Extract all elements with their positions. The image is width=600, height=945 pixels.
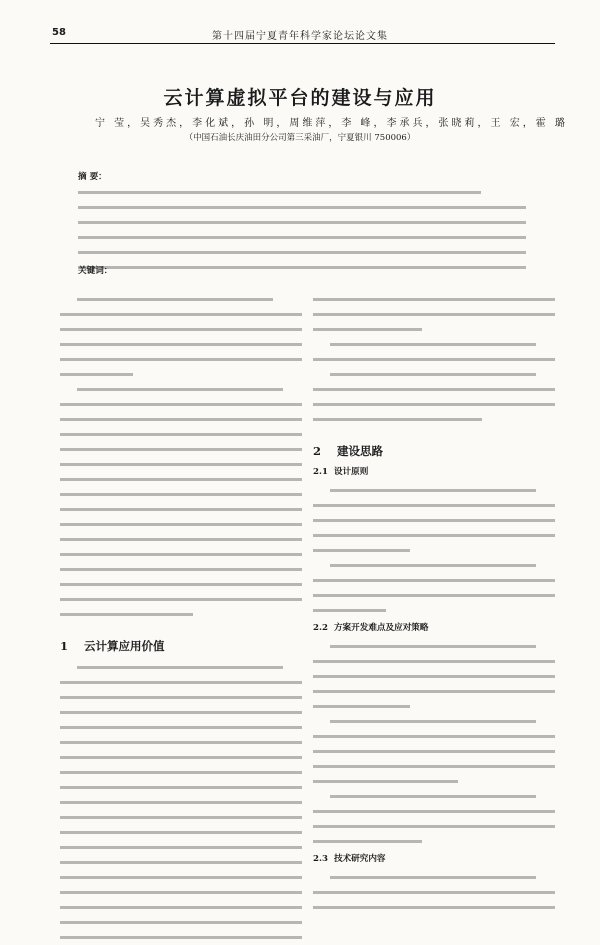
section-2-title: 建设思路 bbox=[337, 444, 384, 458]
subsection-2-1-heading bbox=[313, 465, 555, 480]
text-line bbox=[313, 870, 555, 885]
subsection-2-3-heading bbox=[313, 852, 555, 867]
text-line bbox=[313, 337, 555, 352]
text-line bbox=[60, 795, 302, 810]
text-line bbox=[313, 513, 555, 528]
text-line bbox=[60, 367, 302, 382]
text-line bbox=[313, 885, 555, 900]
page-header bbox=[0, 0, 600, 46]
section-1-heading bbox=[60, 639, 302, 654]
text-line bbox=[60, 690, 302, 705]
subsection-2-1-title: 设计原则 bbox=[333, 467, 369, 477]
right-column bbox=[313, 292, 555, 915]
text-line bbox=[60, 412, 302, 427]
text-line bbox=[313, 397, 555, 412]
text-line bbox=[313, 654, 555, 669]
text-line bbox=[313, 669, 555, 684]
text-line bbox=[60, 750, 302, 765]
text-line bbox=[60, 577, 302, 592]
text-line bbox=[60, 352, 302, 367]
keywords bbox=[78, 264, 526, 276]
subsection-2-2-heading bbox=[313, 621, 555, 636]
text-line bbox=[60, 397, 302, 412]
text-line bbox=[313, 900, 555, 915]
text-line bbox=[60, 592, 302, 607]
text-line bbox=[313, 558, 555, 573]
text-line bbox=[313, 322, 555, 337]
text-line bbox=[313, 352, 555, 367]
text-line bbox=[60, 780, 302, 795]
text-line bbox=[60, 840, 302, 855]
keywords-label: 关键词： bbox=[78, 266, 113, 276]
left-column bbox=[60, 292, 302, 945]
text-line bbox=[60, 825, 302, 840]
abstract-text bbox=[78, 185, 526, 275]
text-line bbox=[60, 487, 302, 502]
text-line bbox=[60, 307, 302, 322]
text-line bbox=[60, 870, 302, 885]
text-line bbox=[313, 729, 555, 744]
text-line bbox=[60, 517, 302, 532]
subsection-2-3-number: 2.3 bbox=[313, 854, 328, 864]
abstract-label: 摘 要： bbox=[78, 172, 107, 182]
section-1-title: 云计算应用价值 bbox=[84, 639, 165, 653]
text-line bbox=[78, 245, 526, 260]
text-line bbox=[60, 675, 302, 690]
text-line bbox=[313, 834, 555, 849]
text-line bbox=[60, 502, 302, 517]
subsection-2-3-title: 技术研究内容 bbox=[333, 854, 386, 864]
text-line bbox=[60, 915, 302, 930]
text-line bbox=[60, 810, 302, 825]
text-line bbox=[60, 292, 302, 307]
section-2-heading bbox=[313, 444, 555, 459]
text-line bbox=[60, 532, 302, 547]
text-line bbox=[313, 498, 555, 513]
page-number: 58 bbox=[52, 27, 66, 38]
text-line bbox=[60, 855, 302, 870]
text-line bbox=[78, 185, 526, 200]
text-line bbox=[313, 789, 555, 804]
text-line bbox=[60, 322, 302, 337]
intro-paragraph-2 bbox=[60, 382, 302, 622]
text-line bbox=[60, 885, 302, 900]
text-line bbox=[78, 230, 526, 245]
text-line bbox=[313, 804, 555, 819]
text-line bbox=[60, 720, 302, 735]
text-line bbox=[60, 562, 302, 577]
section-2-number: 2 bbox=[313, 444, 322, 458]
text-line bbox=[313, 774, 555, 789]
journal-title: 第十四届宁夏青年科学家论坛论文集 bbox=[212, 31, 388, 42]
subsection-2-1-number: 2.1 bbox=[313, 467, 328, 477]
section-1-number: 1 bbox=[60, 639, 69, 653]
text-line bbox=[60, 442, 302, 457]
subsection-2-2-number: 2.2 bbox=[313, 623, 328, 633]
text-line bbox=[60, 547, 302, 562]
text-line bbox=[313, 307, 555, 322]
text-line bbox=[313, 412, 555, 427]
subsection-2-3-text bbox=[313, 870, 555, 915]
text-line bbox=[60, 930, 302, 945]
text-line bbox=[313, 588, 555, 603]
text-line bbox=[78, 200, 526, 215]
text-line bbox=[313, 759, 555, 774]
text-line bbox=[60, 427, 302, 442]
text-line bbox=[313, 699, 555, 714]
text-line bbox=[313, 639, 555, 654]
text-line bbox=[60, 735, 302, 750]
text-line bbox=[60, 472, 302, 487]
author-list: 宁 莹，吴秀杰，李化斌，孙 明，周维萍，李 峰，李承兵，张晓莉，王 宏，霍 璐 bbox=[95, 118, 568, 129]
text-line bbox=[313, 684, 555, 699]
abstract bbox=[78, 170, 526, 275]
text-line bbox=[313, 714, 555, 729]
text-line bbox=[313, 292, 555, 307]
text-line bbox=[313, 528, 555, 543]
subsection-2-2-text bbox=[313, 639, 555, 849]
text-line bbox=[313, 573, 555, 588]
text-line bbox=[60, 337, 302, 352]
text-line bbox=[78, 215, 526, 230]
intro-paragraph-1 bbox=[60, 292, 302, 382]
text-line bbox=[60, 607, 302, 622]
text-line bbox=[60, 382, 302, 397]
header-rule bbox=[50, 43, 555, 44]
text-line bbox=[60, 705, 302, 720]
subsection-2-2-title: 方案开发难点及应对策略 bbox=[333, 623, 429, 633]
text-line bbox=[313, 382, 555, 397]
text-line bbox=[313, 603, 555, 618]
subsection-2-1-text bbox=[313, 483, 555, 618]
text-line bbox=[60, 900, 302, 915]
text-line bbox=[313, 744, 555, 759]
text-line bbox=[60, 765, 302, 780]
text-line bbox=[313, 483, 555, 498]
section-1-text bbox=[60, 660, 302, 945]
text-line bbox=[313, 819, 555, 834]
text-line bbox=[313, 543, 555, 558]
paper-title: 云计算虚拟平台的建设与应用 bbox=[163, 87, 437, 109]
right-column-intro bbox=[313, 292, 555, 427]
text-line bbox=[313, 367, 555, 382]
text-line bbox=[60, 457, 302, 472]
author-affiliation: （中国石油长庆油田分公司第三采油厂，宁夏银川 750006） bbox=[184, 133, 416, 143]
text-line bbox=[60, 660, 302, 675]
